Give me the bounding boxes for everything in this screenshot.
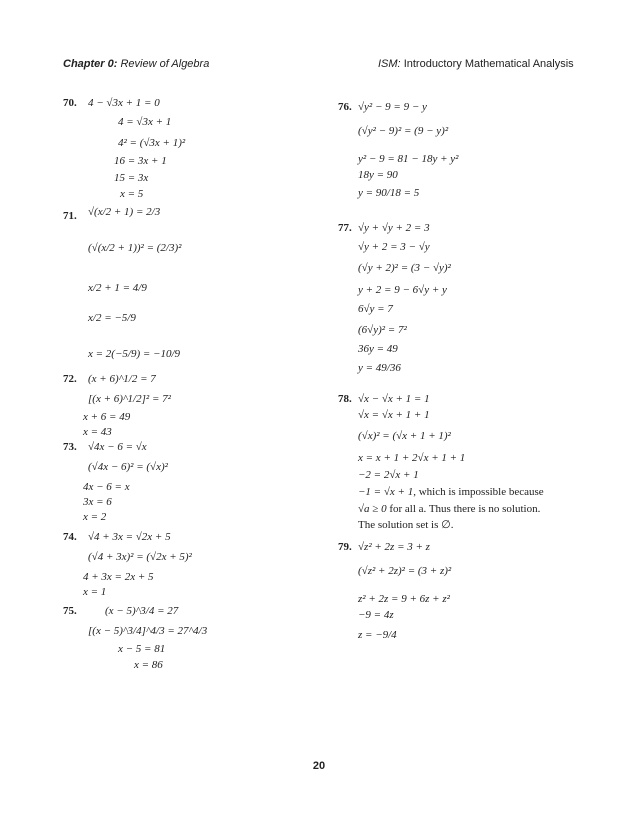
equation-line: x = 5 <box>120 188 144 200</box>
equation-line: [(x − 5)^3/4]^4/3 = 27^4/3 <box>88 625 208 637</box>
equation-line: x = x + 1 + 2√x + 1 + 1 <box>358 452 466 464</box>
equation-line: y² − 9 = 81 − 18y + y² <box>358 153 459 165</box>
equation-line: (√x)² = (√x + 1 + 1)² <box>358 430 451 442</box>
equation-line: x = 2 <box>83 511 107 523</box>
problem-number: 71. <box>63 210 77 222</box>
equation-line: x = 86 <box>134 659 163 671</box>
equation-line: z = −9/4 <box>358 629 397 641</box>
problem-number: 79. <box>338 541 352 553</box>
problem-number: 75. <box>63 605 77 617</box>
equation-line: −9 = 4z <box>358 609 394 621</box>
problem-number: 78. <box>338 393 352 405</box>
book-label: ISM: <box>378 58 401 70</box>
equation-line: (√y + 2)² = (3 − √y)² <box>358 262 451 274</box>
equation-line: √(x/2 + 1) = 2/3 <box>88 206 161 218</box>
equation-line: x + 6 = 49 <box>83 411 131 423</box>
equation-line <box>358 485 544 499</box>
equation-line: 3x = 6 <box>83 496 112 508</box>
equation-line: 36y = 49 <box>358 343 398 355</box>
problem-number: 76. <box>338 101 352 113</box>
equation-part: √a ≥ 0 <box>358 503 387 515</box>
chapter-label: Chapter 0: <box>63 58 118 70</box>
problem-number: 73. <box>63 441 77 453</box>
equation-line: z² + 2z = 9 + 6z + z² <box>358 593 450 605</box>
equation-part: −1 = √x + 1 <box>358 486 414 498</box>
explanation-text: for all a. Thus there is no solution. <box>386 503 541 515</box>
equation-line: √z² + 2z = 3 + z <box>358 541 430 553</box>
equation-line: 16 = 3x + 1 <box>114 155 167 167</box>
equation-line: x = 1 <box>83 586 107 598</box>
problem-number: 77. <box>338 222 352 234</box>
explanation-text: , which is impossible because <box>413 486 544 498</box>
equation-line: (√y² − 9)² = (9 − y)² <box>358 125 449 137</box>
equation-line: √x = √x + 1 + 1 <box>358 409 430 421</box>
equation-line: 4x − 6 = x <box>83 481 130 493</box>
equation-line: √y² − 9 = 9 − y <box>358 101 427 113</box>
equation-line: x = 43 <box>83 426 112 438</box>
equation-line: √x − √x + 1 = 1 <box>358 393 430 405</box>
equation-line: y + 2 = 9 − 6√y + y <box>358 284 447 296</box>
equation-line: √y + √y + 2 = 3 <box>358 222 430 234</box>
chapter-header <box>63 58 209 70</box>
equation-line: −2 = 2√x + 1 <box>358 469 419 481</box>
equation-line: y = 49/36 <box>358 362 401 374</box>
equation-line: 4 + 3x = 2x + 5 <box>83 571 154 583</box>
problem-number: 72. <box>63 373 77 385</box>
equation-line: 4 = √3x + 1 <box>118 116 172 128</box>
equation-line: (√4x − 6)² = (√x)² <box>88 461 168 473</box>
page-number: 20 <box>312 760 326 772</box>
equation-line: x = 2(−5/9) = −10/9 <box>88 348 181 360</box>
equation-line: √4x − 6 = √x <box>88 441 147 453</box>
equation-line: [(x + 6)^1/2]² = 7² <box>88 393 171 405</box>
equation-line: (x − 5)^3/4 = 27 <box>105 605 179 617</box>
problem-number: 74. <box>63 531 77 543</box>
equation-line: x − 5 = 81 <box>118 643 166 655</box>
chapter-title: Review of Algebra <box>120 58 210 70</box>
equation-line: √y + 2 = 3 − √y <box>358 241 430 253</box>
equation-line: (√z² + 2z)² = (3 + z)² <box>358 565 452 577</box>
equation-line: (x + 6)^1/2 = 7 <box>88 373 156 385</box>
equation-line: 15 = 3x <box>114 172 149 184</box>
equation-line: (√(x/2 + 1))² = (2/3)² <box>88 242 182 254</box>
equation-line <box>358 502 540 516</box>
equation-line: x/2 + 1 = 4/9 <box>88 282 147 294</box>
equation-line: (6√y)² = 7² <box>358 324 407 336</box>
equation-line: 18y = 90 <box>358 169 398 181</box>
equation-line: (√4 + 3x)² = (√2x + 5)² <box>88 551 192 563</box>
problem-number: 70. <box>63 97 77 109</box>
equation-line: 4² = (√3x + 1)² <box>118 137 186 149</box>
equation-line: 6√y = 7 <box>358 303 393 315</box>
book-header <box>378 58 574 70</box>
equation-line: 4 − √3x + 1 = 0 <box>88 97 160 109</box>
equation-line: y = 90/18 = 5 <box>358 187 420 199</box>
equation-line: x/2 = −5/9 <box>88 312 136 324</box>
equation-line: √4 + 3x = √2x + 5 <box>88 531 171 543</box>
conclusion-text: The solution set is ∅. <box>358 519 454 531</box>
book-title: Introductory Mathematical Analysis <box>403 58 574 70</box>
